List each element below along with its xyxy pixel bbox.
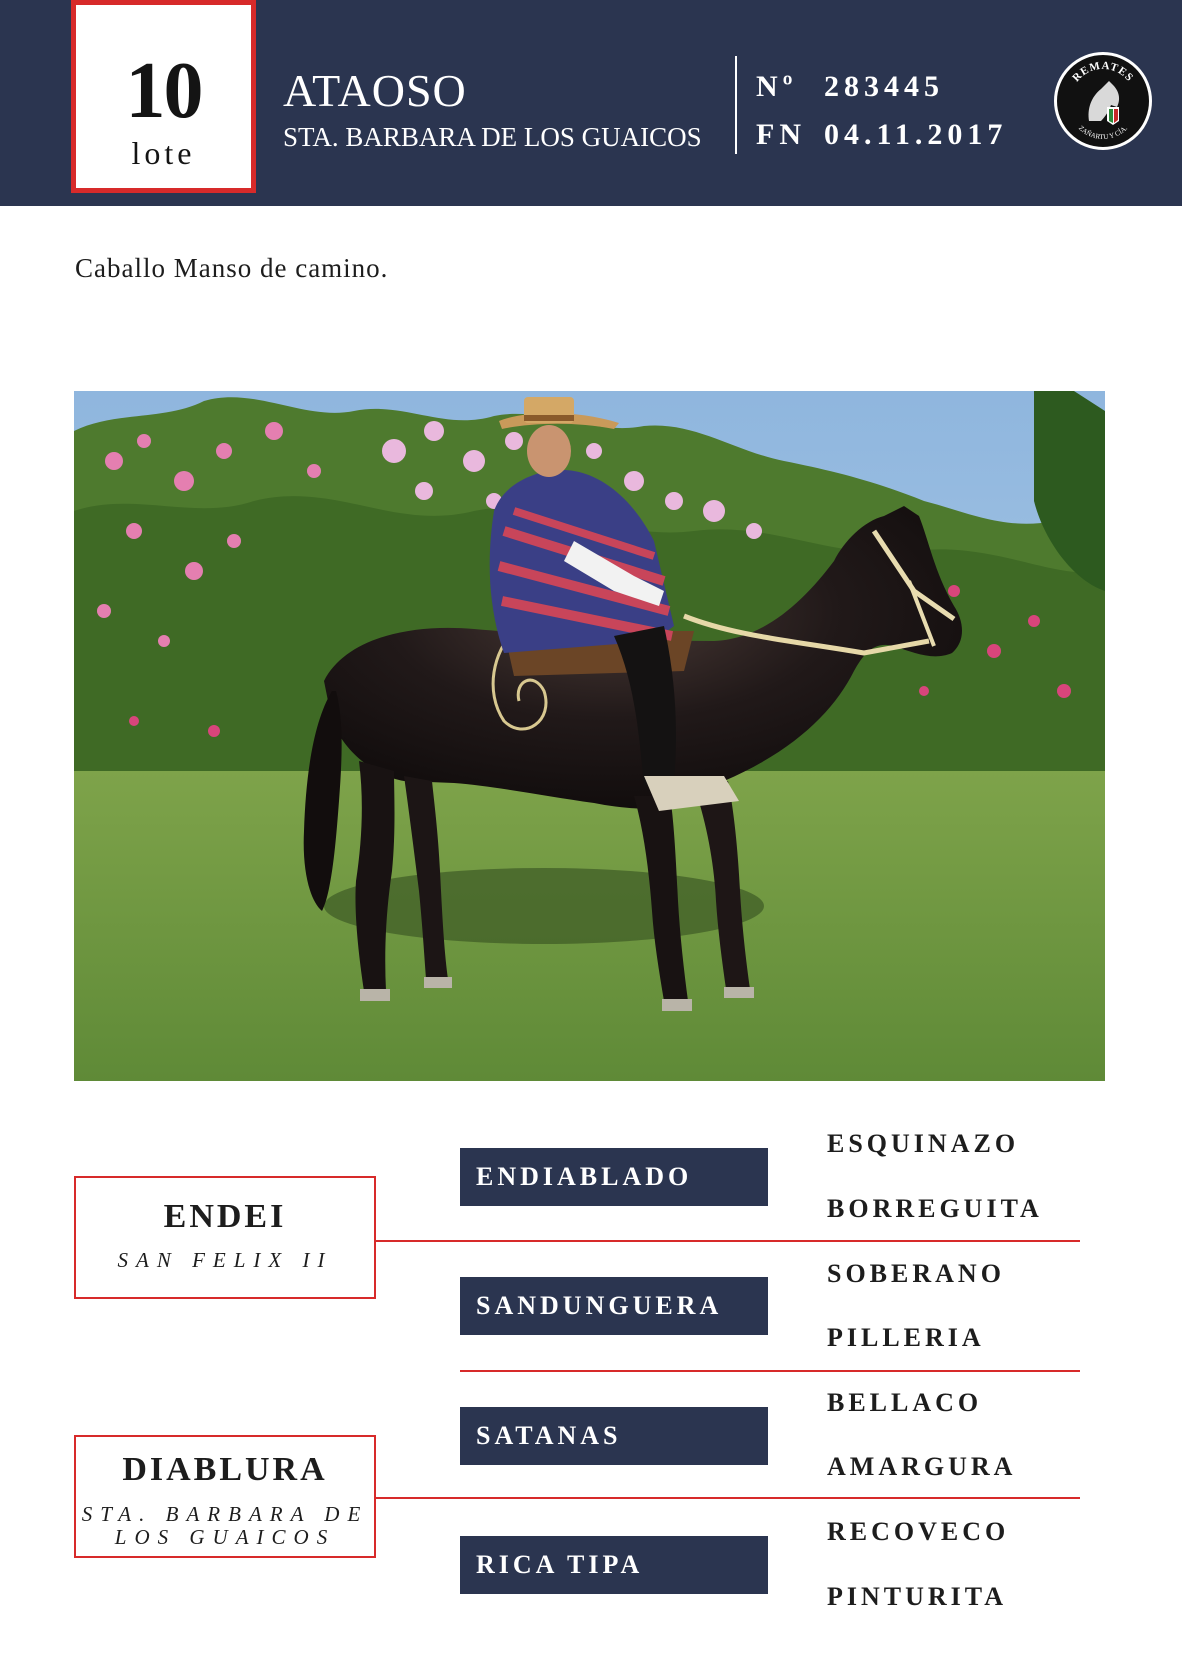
registry-row [756,72,944,102]
header-bar [0,0,1182,206]
logo-text-bottom: ZAÑARTU Y CÍA. [1076,124,1130,142]
horse-and-rider-photo [74,391,1105,1081]
sire-origin: SAN FELIX II [117,1248,333,1272]
dam-name: DIABLURA [122,1451,328,1488]
sire-box [74,1176,376,1299]
great-grandparent: SOBERANO [827,1259,1005,1288]
pedigree-line-1 [376,1240,1080,1242]
svg-text:REMATES [1070,60,1136,84]
svg-text:ZAÑARTU Y CÍA. [1077,124,1129,141]
great-grandparent: PILLERIA [827,1323,985,1352]
lot-number: 10 [125,47,202,135]
dam-origin-line1: STA. BARBARA DE [81,1502,369,1526]
grandparent-box: SATANAS [460,1407,768,1465]
lot-badge [71,0,256,193]
header-divider [735,56,737,154]
registry-number: 283445 [824,70,944,103]
logo-text-top: REMATES [1070,59,1136,85]
dam-box [74,1435,376,1558]
great-grandparent: PINTURITA [827,1582,1007,1611]
birth-row [756,120,1007,150]
birth-date: 04.11.2017 [824,118,1008,151]
pedigree-line-3 [376,1497,1080,1499]
sire-name: ENDEI [163,1198,287,1235]
great-grandparent: ESQUINAZO [827,1129,1020,1158]
horse-name: ATAOSO [283,65,467,116]
great-grandparent: AMARGURA [827,1452,1017,1481]
great-grandparent: BELLACO [827,1388,983,1417]
grandparent-box: ENDIABLADO [460,1148,768,1206]
lot-label: lote [131,135,196,171]
great-grandparent: RECOVECO [827,1517,1010,1546]
birth-label: FN [756,118,806,151]
dam-origin-line2: LOS GUAICOS [114,1525,336,1549]
great-grandparent: BORREGUITA [827,1194,1043,1223]
grandparent-box: RICA TIPA [460,1536,768,1594]
horse-description: Caballo Manso de camino. [75,253,389,283]
grandparent-box: SANDUNGUERA [460,1277,768,1335]
horse-origin: STA. BARBARA DE LOS GUAICOS [283,122,702,152]
pedigree-line-2 [460,1370,1080,1372]
remates-logo-icon [1054,52,1152,150]
registry-label: Nº [756,70,798,103]
